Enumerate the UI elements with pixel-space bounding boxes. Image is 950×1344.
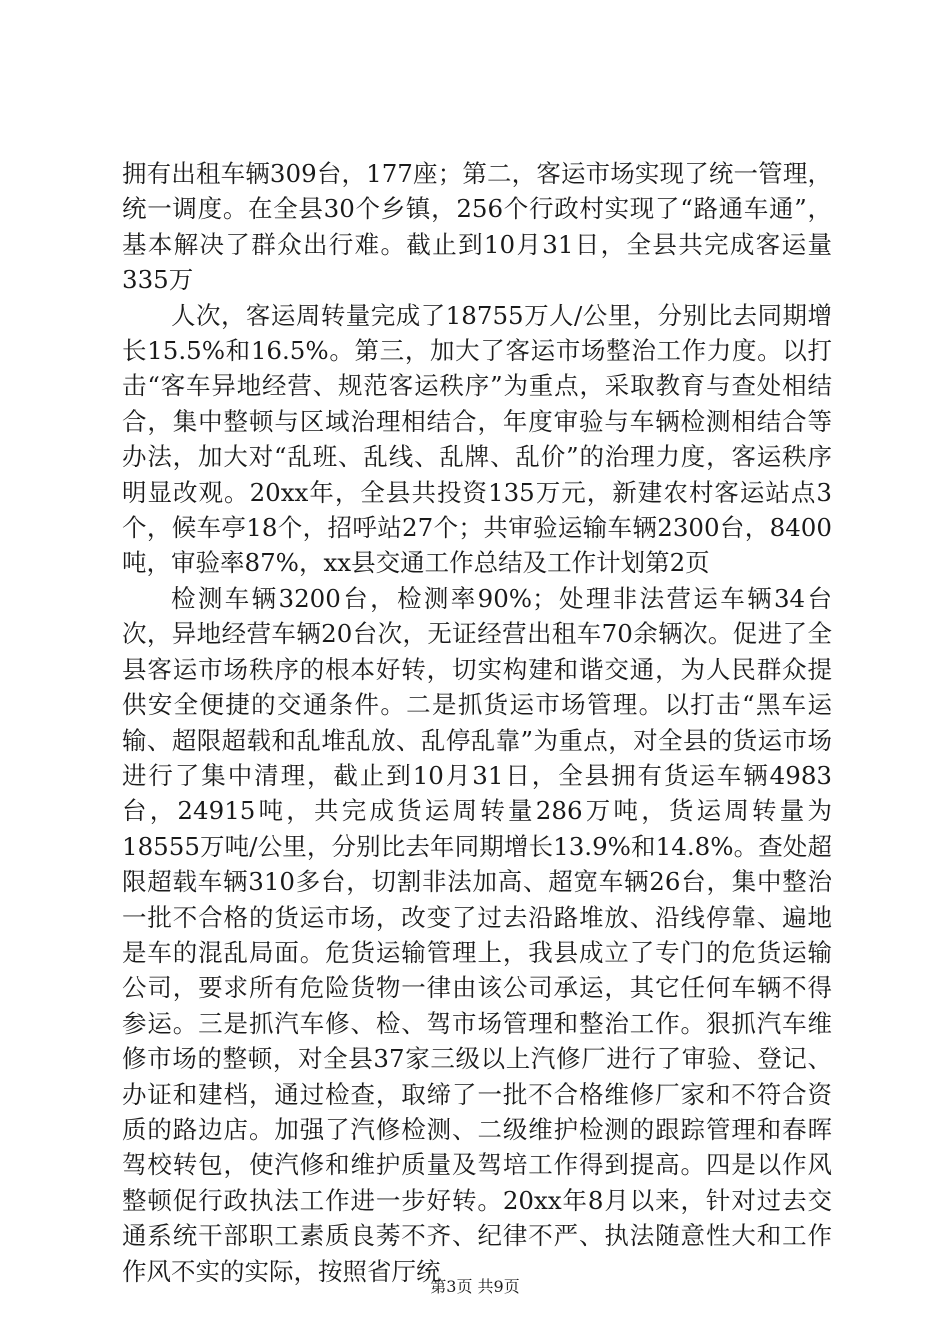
document-body [122,156,832,1289]
paragraph-continued: 拥有出租车辆309台，177座；第二，客运市场实现了统一管理，统一调度。在全县30个乡镇，256个行政村实现了“路通车通”，基本解决了群众出行难。截止到10月31日，全县共完成客运量335万 [122,159,832,295]
paragraph: 检测车辆3200台，检测率90%；处理非法营运车辆34台次，异地经营车辆20台次，无证经营出租车70余辆次。促进了全县客运市场秩序的根本好转，切实构建和谐交通，为人民群众提供安全便捷的交通条件。二是抓货运市场管理。以打击“黑车运输、超限超载和乱堆乱放、乱停乱靠”为重点，对全县的货运市场进行了集中清理，截止到10月31日，全县拥有货运车辆4983台，24915吨，共完成货运周转量286万吨，货运周转量为18555万吨/公里，分别比去年同期增长13.9%和14.8%。查处超限超载车辆310多台，切割非法加高、超宽车辆26台，集中整治一批不合格的货运市场，改变了过去沿路堆放、沿线停靠、遍地是车的混乱局面。危货运输管理上，我县成立了专门的危货运输公司，要求所有危险货物一律由该公司承运，其它任何车辆不得参运。三是抓汽车修、检、驾市场管理和整治工作。狠抓汽车维修市场的整顿，对全县37家三级以上汽修厂进行了审验、登记、办证和建档，通过检查，取缔了一批不合格维修厂家和不符合资质的路边店。加强了汽修检测、二级维护检测的跟踪管理和春晖驾校转包，使汽修和维护质量及驾培工作得到提高。四是以作风整顿促行政执法工作进一步好转。20xx年8月以来，针对过去交通系统干部职工素质良莠不齐、纪律不严、执法随意性大和工作作风不实的实际，按照省厅统 [122,583,832,1286]
paragraph: 人次，客运周转量完成了18755万人/公里，分别比去同期增长15.5%和16.5%。第三，加大了客运市场整治工作力度。以打击“客车异地经营、规范客运秩序”为重点，采取教育与查处相结合，集中整顿与区域治理相结合，年度审验与车辆检测相结合等办法，加大对“乱班、乱线、乱牌、乱价”的治理力度，客运秩序明显改观。20xx年，全县共投资135万元，新建农村客运站点3个，候车亭18个，招呼站27个；共审验运输车辆2300台，8400吨，审验率87%，xx县交通工作总结及工作计划第2页 [122,300,832,578]
page-number-label: 第3页 共9页 [430,1277,520,1296]
page-footer [0,1277,950,1297]
